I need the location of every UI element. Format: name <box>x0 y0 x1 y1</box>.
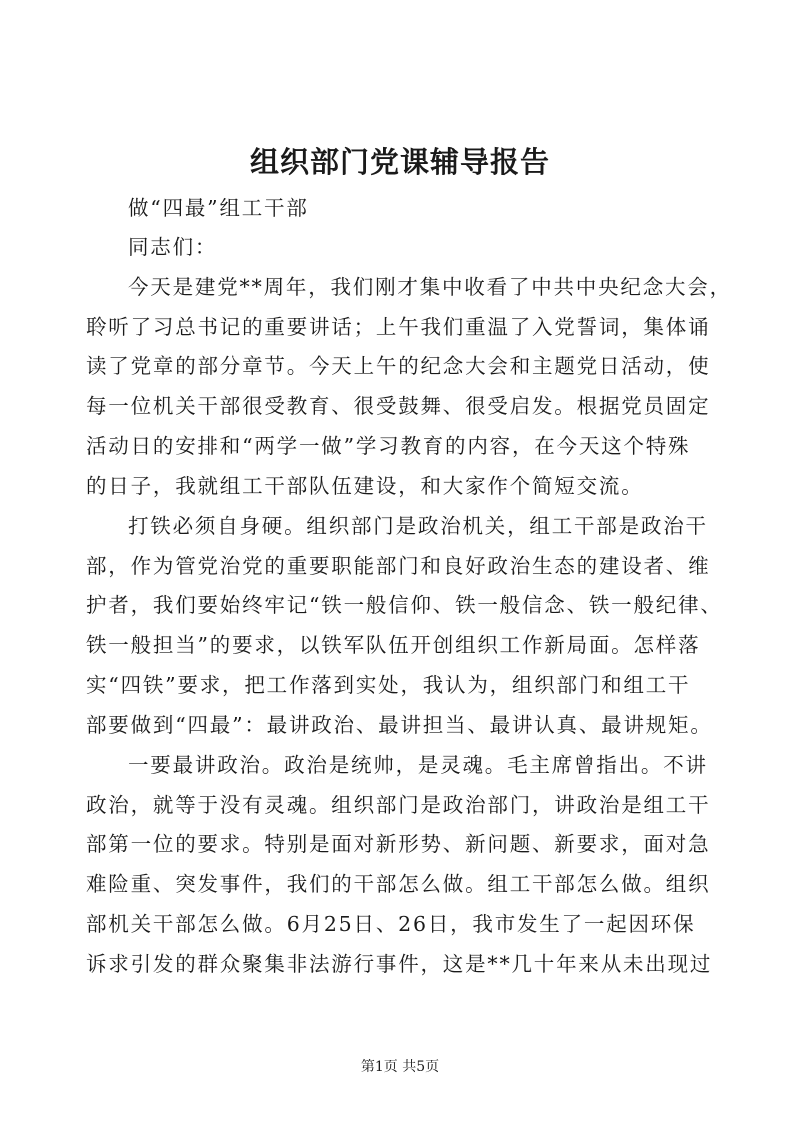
body-line: 的日子，我就组工干部队伍建设，和大家作个简短交流。 <box>86 474 644 498</box>
body-line: 部要做到“四最”：最讲政治、最讲担当、最讲认真、最讲规矩。 <box>86 713 713 737</box>
body-line: 每一位机关干部很受教育、很受鼓舞、很受启发。根据党员固定 <box>86 394 711 418</box>
body-line: 今天是建党**周年，我们刚才集中收看了中共中央纪念大会， <box>128 275 732 299</box>
page-footer: 第1页 共5页 <box>360 1059 440 1075</box>
salutation-line: 同志们： <box>128 235 218 259</box>
body-line: 部，作为管党治党的重要职能部门和良好政治生态的建设者、维 <box>86 554 711 578</box>
body-line: 一要最讲政治。政治是统帅，是灵魂。毛主席曾指出。不讲 <box>128 753 708 777</box>
body-line: 打铁必须自身硬。组织部门是政治机关，组工干部是政治干 <box>128 514 708 538</box>
body-line: 难险重、突发事件，我们的干部怎么做。组工干部怎么做。组织 <box>86 872 711 896</box>
body-line: 铁一般担当”的要求，以铁军队伍开创组织工作新局面。怎样落 <box>86 633 701 657</box>
subtitle-line: 做“四最”组工干部 <box>128 196 309 220</box>
body-line: 聆听了习总书记的重要讲话；上午我们重温了入党誓词，集体诵 <box>86 315 711 339</box>
body-line: 护者，我们要始终牢记“铁一般信仰、铁一般信念、铁一般纪律、 <box>86 593 723 617</box>
body-line: 政治，就等于没有灵魂。组织部门是政治部门，讲政治是组工干 <box>86 793 711 817</box>
body-line: 部机关干部怎么做。6月25日、26日，我市发生了一起因环保 <box>86 912 696 936</box>
body-line: 实“四铁”要求，把工作落到实处，我认为，组织部门和组工干 <box>86 673 691 697</box>
body-line: 部第一位的要求。特别是面对新形势、新问题、新要求，面对急 <box>86 832 711 856</box>
body-line: 诉求引发的群众聚集非法游行事件，这是**几十年来从未出现过 <box>86 952 713 976</box>
document-title: 组织部门党课辅导报告 <box>249 145 550 179</box>
body-line: 读了党章的部分章节。今天上午的纪念大会和主题党日活动，使 <box>86 354 711 378</box>
body-line: 活动日的安排和“两学一做”学习教育的内容，在今天这个特殊 <box>86 434 691 458</box>
